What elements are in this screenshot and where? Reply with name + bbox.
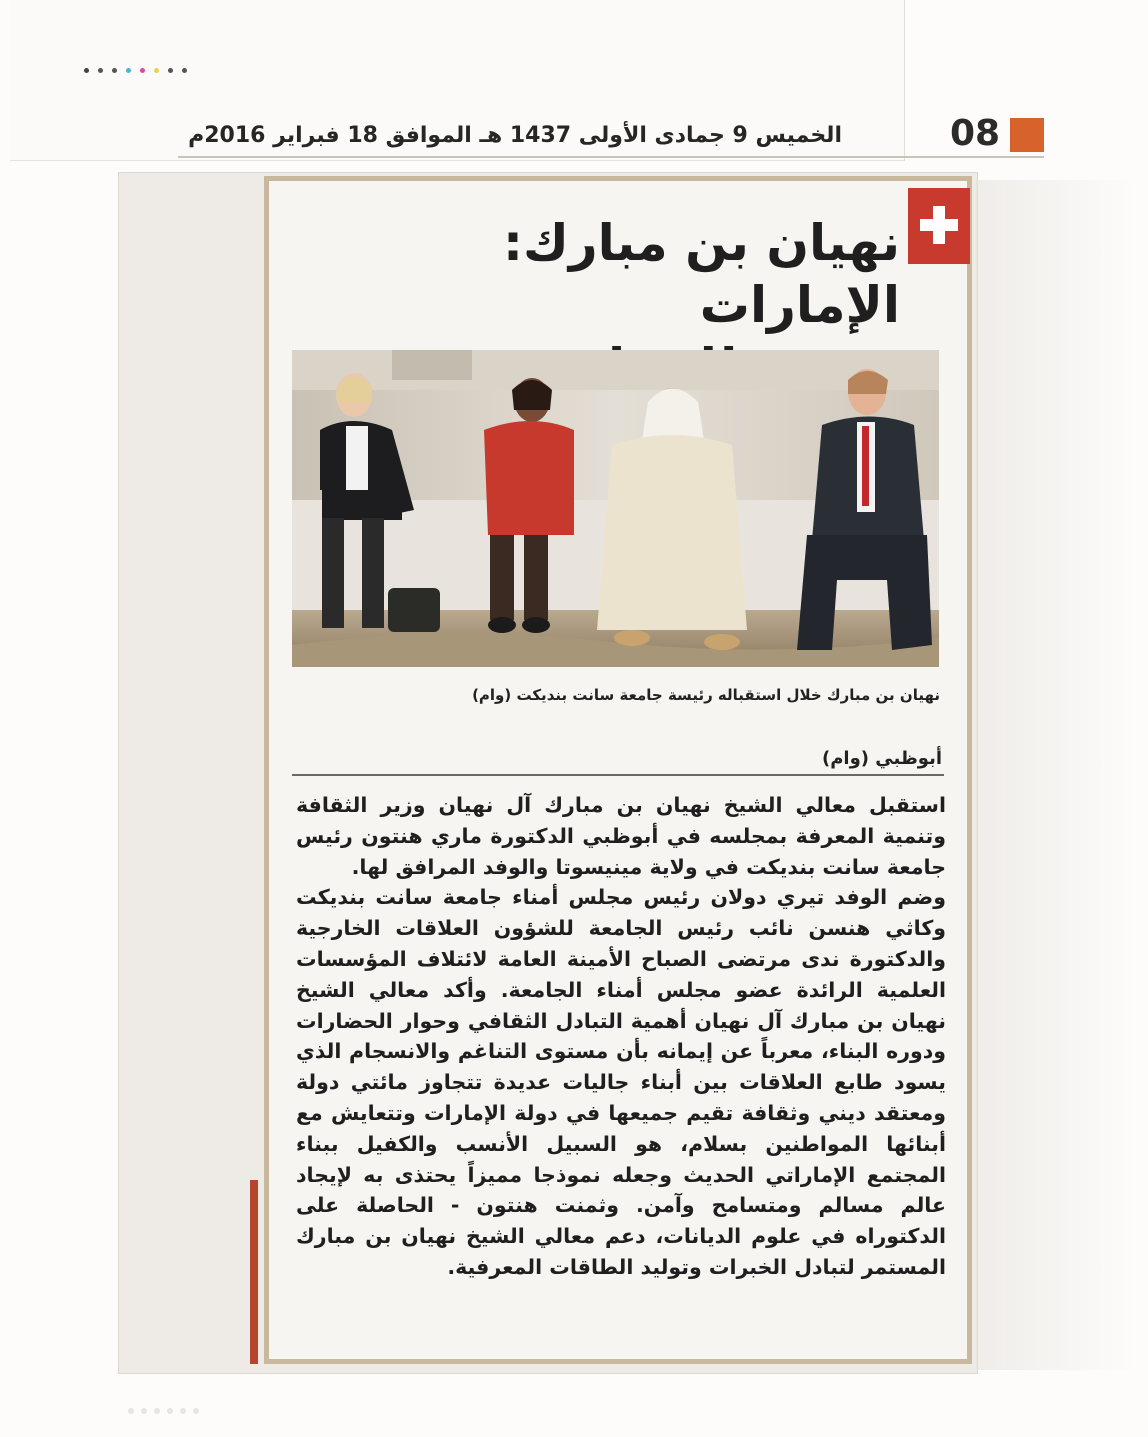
page-number-block xyxy=(1010,118,1044,152)
article-body xyxy=(296,790,946,1283)
byline-rule xyxy=(292,774,944,776)
photo-caption: نهيان بن مبارك خلال استقباله رئيسة جامعة سانت بنديكت (وام) xyxy=(472,686,940,704)
cross-plus-icon xyxy=(908,188,970,264)
paragraph-1: استقبل معالي الشيخ نهيان بن مبارك آل نهيان وزير الثقافة وتنمية المعرفة بمجلسه في أبوظبي الدكتورة ماري هنتون رئيس جامعة سانت بنديكت في ولاية مينيسوتا والوفد المرافق لها. xyxy=(296,793,946,879)
dateline-rule xyxy=(178,156,1044,158)
article-photo xyxy=(292,350,939,667)
dateline: الخميس 9 جمادى الأولى 1437 هـ الموافق 18 فبراير 2016م xyxy=(188,123,842,148)
paper-shadow xyxy=(976,180,1136,1370)
registration-dots xyxy=(84,68,187,73)
headline-line-1: نهيان بن مبارك: الإمارات xyxy=(503,214,900,334)
paragraph-2: وضم الوفد تيري دولان رئيس مجلس أمناء جامعة سانت بنديكت وكاثي هنسن نائب رئيس الجامعة للشؤون العلاقات الخارجية والدكتورة ندى مرتضى الصباح الأمينة العامة لائتلاف المؤسسات العلمية الرائدة عضو مجلس أمناء الجامعة. وأكد معالي الشيخ نهيان بن مبارك آل نهيان أهمية التبادل الثقافي وحوار الحضارات ودوره البناء، معرباً عن إيمانه بأن مستوى التناغم والانسجام الذي يسود طابع العلاقات بين أبناء جاليات عديدة تتجاوز مائتي دولة ومعتقد ديني وثقافة تقيم جميعها في دولة الإمارات وتتعايش مع أبنائها المواطنين بسلام، هو السبيل الأنسب والكفيل ببناء المجتمع الإماراتي الحديث وجعله نموذجا مميزاً يحتذى به لإيجاد عالم مسالم ومتسامح وآمن. وثمنت هنتون - الحاصلة على الدكتوراه في علوم الديانات، دعم معالي الشيخ نهيان بن مبارك المستمر لتبادل الخبرات وتوليد الطاقات المعرفية. xyxy=(296,885,946,1279)
bottom-registration-dots xyxy=(128,1408,199,1414)
corner-stripe xyxy=(250,1180,258,1364)
page-number: 08 xyxy=(950,113,1001,154)
byline: أبوظبي (وام) xyxy=(822,748,942,769)
